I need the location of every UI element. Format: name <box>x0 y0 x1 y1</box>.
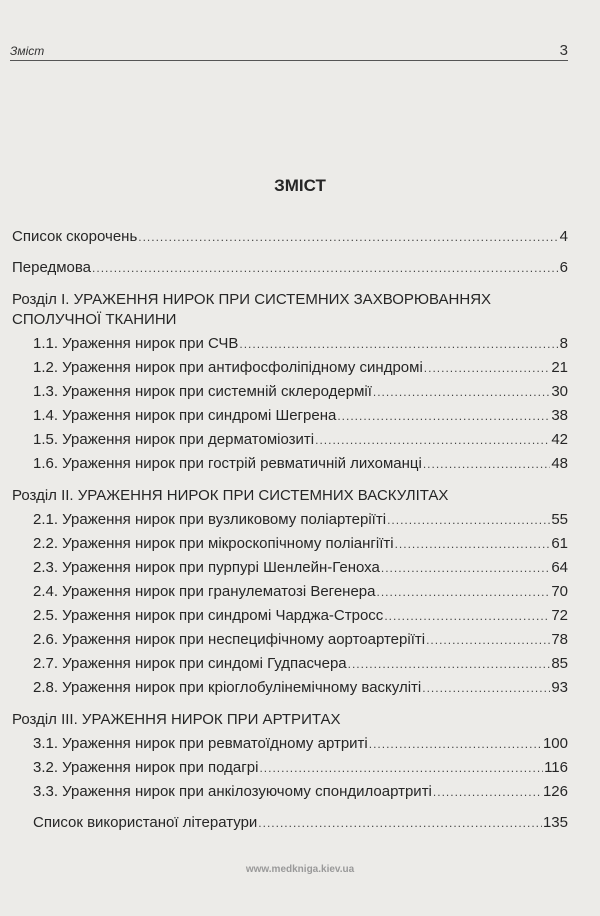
toc-entry-label: 2.1. Ураження нирок при вузликовому поліартеріїті <box>33 511 387 528</box>
toc-entry-label: 2.3. Ураження нирок при пурпурі Шенлейн-Геноха <box>33 559 380 576</box>
toc-entry-page: 4 <box>559 228 568 245</box>
dot-leader <box>138 227 558 247</box>
header-section-title: Зміст <box>10 44 45 58</box>
table-of-contents <box>12 227 568 837</box>
toc-entry <box>12 630 568 654</box>
toc-entry-label: 2.5. Ураження нирок при синдромі Чарджа-Стросс <box>33 607 384 624</box>
toc-entry-page: 85 <box>551 655 568 672</box>
toc-entry-label: 1.4. Ураження нирок при синдромі Шегрена <box>33 407 337 424</box>
toc-entry-label: 3.2. Ураження нирок при подагрі <box>33 759 259 776</box>
toc-entry <box>12 406 568 430</box>
toc-entry-label: 1.1. Ураження нирок при СЧВ <box>33 335 239 352</box>
toc-entry-page: 48 <box>551 455 568 472</box>
dot-leader <box>337 406 550 426</box>
dot-leader <box>424 358 551 378</box>
toc-entry <box>12 606 568 630</box>
toc-entry-page: 116 <box>544 759 568 776</box>
toc-entry-page: 100 <box>542 735 568 752</box>
toc-entry <box>12 582 568 606</box>
page-title: ЗМІСТ <box>274 176 326 195</box>
toc-entry-label: 2.4. Ураження нирок при гранулематозі Вегенера <box>33 583 376 600</box>
toc-entry <box>12 534 568 558</box>
toc-entry-page: 70 <box>551 583 568 600</box>
toc-entry-page: 38 <box>551 407 568 424</box>
toc-entry <box>12 654 568 678</box>
footer-url: www.medkniga.kiev.ua <box>245 864 355 875</box>
page-number: 3 <box>559 42 568 59</box>
toc-entry-label: Передмова <box>12 259 92 276</box>
toc-entry <box>12 782 568 806</box>
dot-leader <box>239 334 558 354</box>
toc-entry-label: 2.2. Ураження нирок при мікроскопічному поліангіїті <box>33 535 394 552</box>
dot-leader <box>92 258 559 278</box>
dot-leader <box>384 606 550 626</box>
dot-leader <box>423 454 550 474</box>
toc-entry-page: 72 <box>551 607 568 624</box>
toc-entry-page: 30 <box>551 383 568 400</box>
dot-leader <box>315 430 550 450</box>
toc-entry-page: 42 <box>551 431 568 448</box>
toc-entry-preface <box>12 258 568 282</box>
running-header <box>10 42 568 61</box>
toc-entry-label: 2.8. Ураження нирок при кріоглобулінемічному васкуліті <box>33 679 422 696</box>
toc-entry-abbreviations <box>12 227 568 251</box>
toc-entry-page: 126 <box>542 783 568 800</box>
toc-entry-page: 8 <box>559 335 568 352</box>
toc-entry-page: 55 <box>551 511 568 528</box>
toc-entry <box>12 678 568 702</box>
dot-leader <box>395 534 551 554</box>
toc-entry <box>12 758 568 782</box>
toc-entry-label: Список скорочень <box>12 228 138 245</box>
toc-entry-page: 78 <box>551 631 568 648</box>
toc-entry <box>12 510 568 534</box>
toc-entry-page: 64 <box>551 559 568 576</box>
toc-entry-label: 2.7. Ураження нирок при синдомі Гудпасчера <box>33 655 347 672</box>
toc-entry-label: 1.6. Ураження нирок при гострій ревматичній лихоманці <box>33 455 422 472</box>
toc-entry <box>12 734 568 758</box>
toc-entry-page: 6 <box>559 259 568 276</box>
dot-leader <box>259 758 543 778</box>
dot-leader <box>348 654 551 674</box>
toc-entry <box>12 558 568 582</box>
dot-leader <box>422 678 550 698</box>
toc-entry <box>12 358 568 382</box>
dot-leader <box>426 630 550 650</box>
toc-entry <box>12 454 568 478</box>
toc-entry-label: 1.3. Ураження нирок при системній склеродермії <box>33 383 372 400</box>
toc-section-heading: Розділ III. УРАЖЕННЯ НИРОК ПРИ АРТРИТАХ <box>12 711 341 728</box>
dot-leader <box>373 382 550 402</box>
toc-entry-label: 3.1. Ураження нирок при ревматоїдному артриті <box>33 735 368 752</box>
toc-entry-label: Список використаної літератури <box>33 814 258 831</box>
toc-section-heading: Розділ I. УРАЖЕННЯ НИРОК ПРИ СИСТЕМНИХ ЗАХВОРЮВАННЯХ СПОЛУЧНОЇ ТКАНИНИ <box>12 291 492 328</box>
toc-entry <box>12 334 568 358</box>
dot-leader <box>433 782 542 802</box>
toc-entry <box>12 430 568 454</box>
dot-leader <box>376 582 550 602</box>
toc-entry-label: 3.3. Ураження нирок при анкілозуючому спондилоартриті <box>33 783 432 800</box>
dot-leader <box>381 558 550 578</box>
toc-entry-page: 135 <box>542 814 568 831</box>
toc-entry-references <box>12 813 568 837</box>
dot-leader <box>369 734 542 754</box>
toc-entry-page: 21 <box>551 359 568 376</box>
toc-entry-label: 2.6. Ураження нирок при неспецифічному аортоартеріїті <box>33 631 426 648</box>
toc-entry-label: 1.5. Ураження нирок при дерматоміозиті <box>33 431 315 448</box>
toc-entry <box>12 382 568 406</box>
toc-entry-page: 61 <box>551 535 568 552</box>
toc-section-heading: Розділ II. УРАЖЕННЯ НИРОК ПРИ СИСТЕМНИХ ВАСКУЛІТАХ <box>12 487 449 504</box>
toc-entry-label: 1.2. Ураження нирок при антифосфоліпідному синдромі <box>33 359 423 376</box>
dot-leader <box>387 510 550 530</box>
dot-leader <box>258 813 542 833</box>
toc-entry-page: 93 <box>551 679 568 696</box>
